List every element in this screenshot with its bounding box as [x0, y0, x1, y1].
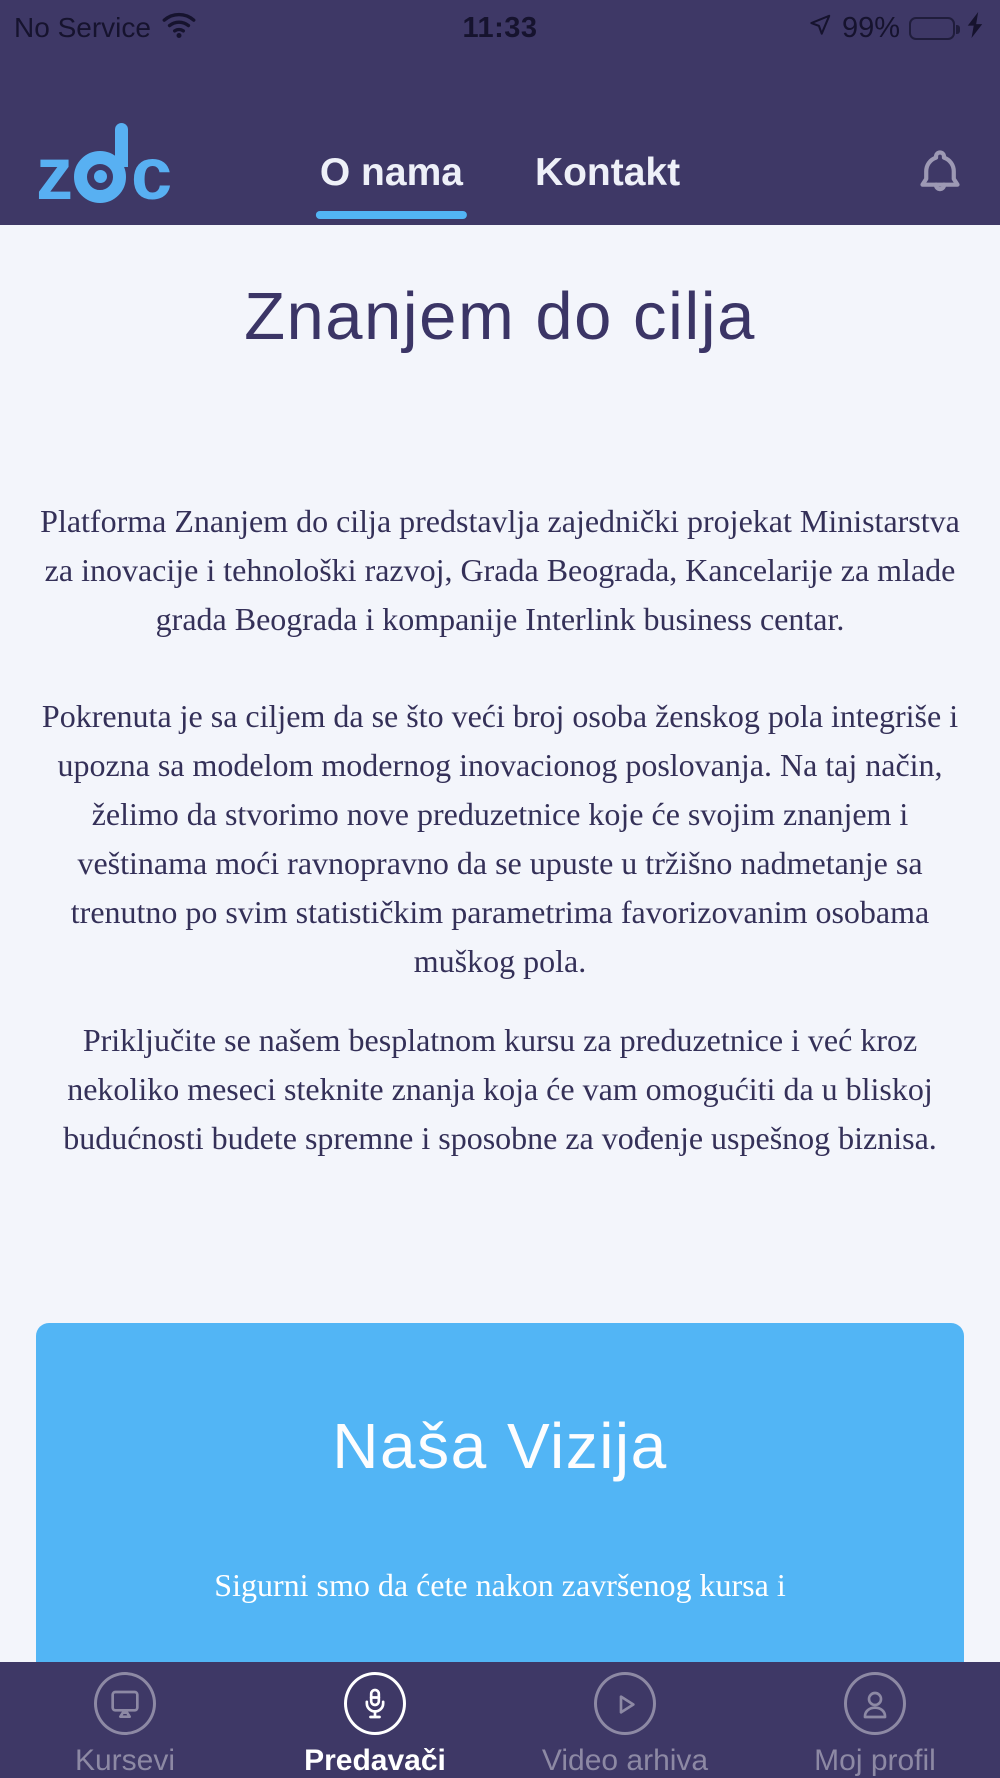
page-title: Znanjem do cilja [244, 279, 756, 354]
top-bar [0, 0, 1000, 225]
status-time: 11:33 [462, 11, 538, 44]
tab-item-kursevi[interactable] [0, 1672, 250, 1778]
vision-card-text: Sigurni smo da ćete nakon završenog kursa i [214, 1567, 786, 1603]
tab-item-label: Moj profil [814, 1744, 936, 1777]
logo-letter-c: c [131, 132, 171, 215]
tab-item-predavaci[interactable] [250, 1672, 500, 1778]
bottom-tab-bar [0, 1662, 1000, 1778]
tab-kontakt[interactable]: Kontakt [534, 151, 681, 194]
logo-letter-d [74, 123, 128, 203]
tab-o-nama[interactable]: O nama [319, 151, 463, 194]
tab-item-video-arhiva[interactable] [500, 1672, 750, 1778]
battery-icon [909, 17, 955, 40]
tab-item-label: Video arhiva [541, 1744, 709, 1777]
about-paragraph-1: Platforma Znanjem do cilja predstavlja zajednički projekat Ministarstva za inovacije i tehnološki razvoj, Grada Beograda, Kancelarije za mlade grada Beograda i kompanije Interlink business centar. [40, 503, 960, 637]
about-paragraph-2: Pokrenuta je sa ciljem da se što veći broj osoba ženskog pola integriše i upozna sa modelom modernog inovacionog poslovanja. Na taj način, želimo da stvorimo nove preduzetnice koje će svojim znanjem i veštinama moći ravnopravno da se upuste u tržišno nadmetanje sa trenutno po svim statističkim parametrima favorizovanim osobama muškog pola. [41, 698, 959, 979]
battery-percent: 99% [841, 11, 900, 44]
about-paragraph-3: Priključite se našem besplatnom kursu za preduzetnice i već kroz nekoliko meseci steknite znanja koja će vam omogućiti da u bliskoj budućnosti budete spremne i sposobne za vođenje uspešnog biznisa. [63, 1022, 937, 1156]
monitor-icon [94, 1672, 156, 1735]
logo-letter-z: z [36, 132, 71, 215]
app-logo [36, 123, 171, 215]
tab-item-label: Kursevi [74, 1744, 176, 1777]
profile-icon [844, 1672, 906, 1735]
microphone-icon [344, 1672, 406, 1735]
tab-item-label: Predavači [304, 1744, 446, 1777]
status-bar [0, 0, 1000, 50]
carrier-label: No Service [14, 12, 151, 43]
vision-card-title: Naša Vizija [332, 1410, 668, 1482]
bell-icon[interactable] [912, 143, 968, 203]
tab-item-moj-profil[interactable] [750, 1672, 1000, 1778]
nav-bar [0, 50, 1000, 225]
nav-tabs [320, 151, 680, 195]
play-icon [594, 1672, 656, 1735]
page-content [0, 281, 1000, 1778]
